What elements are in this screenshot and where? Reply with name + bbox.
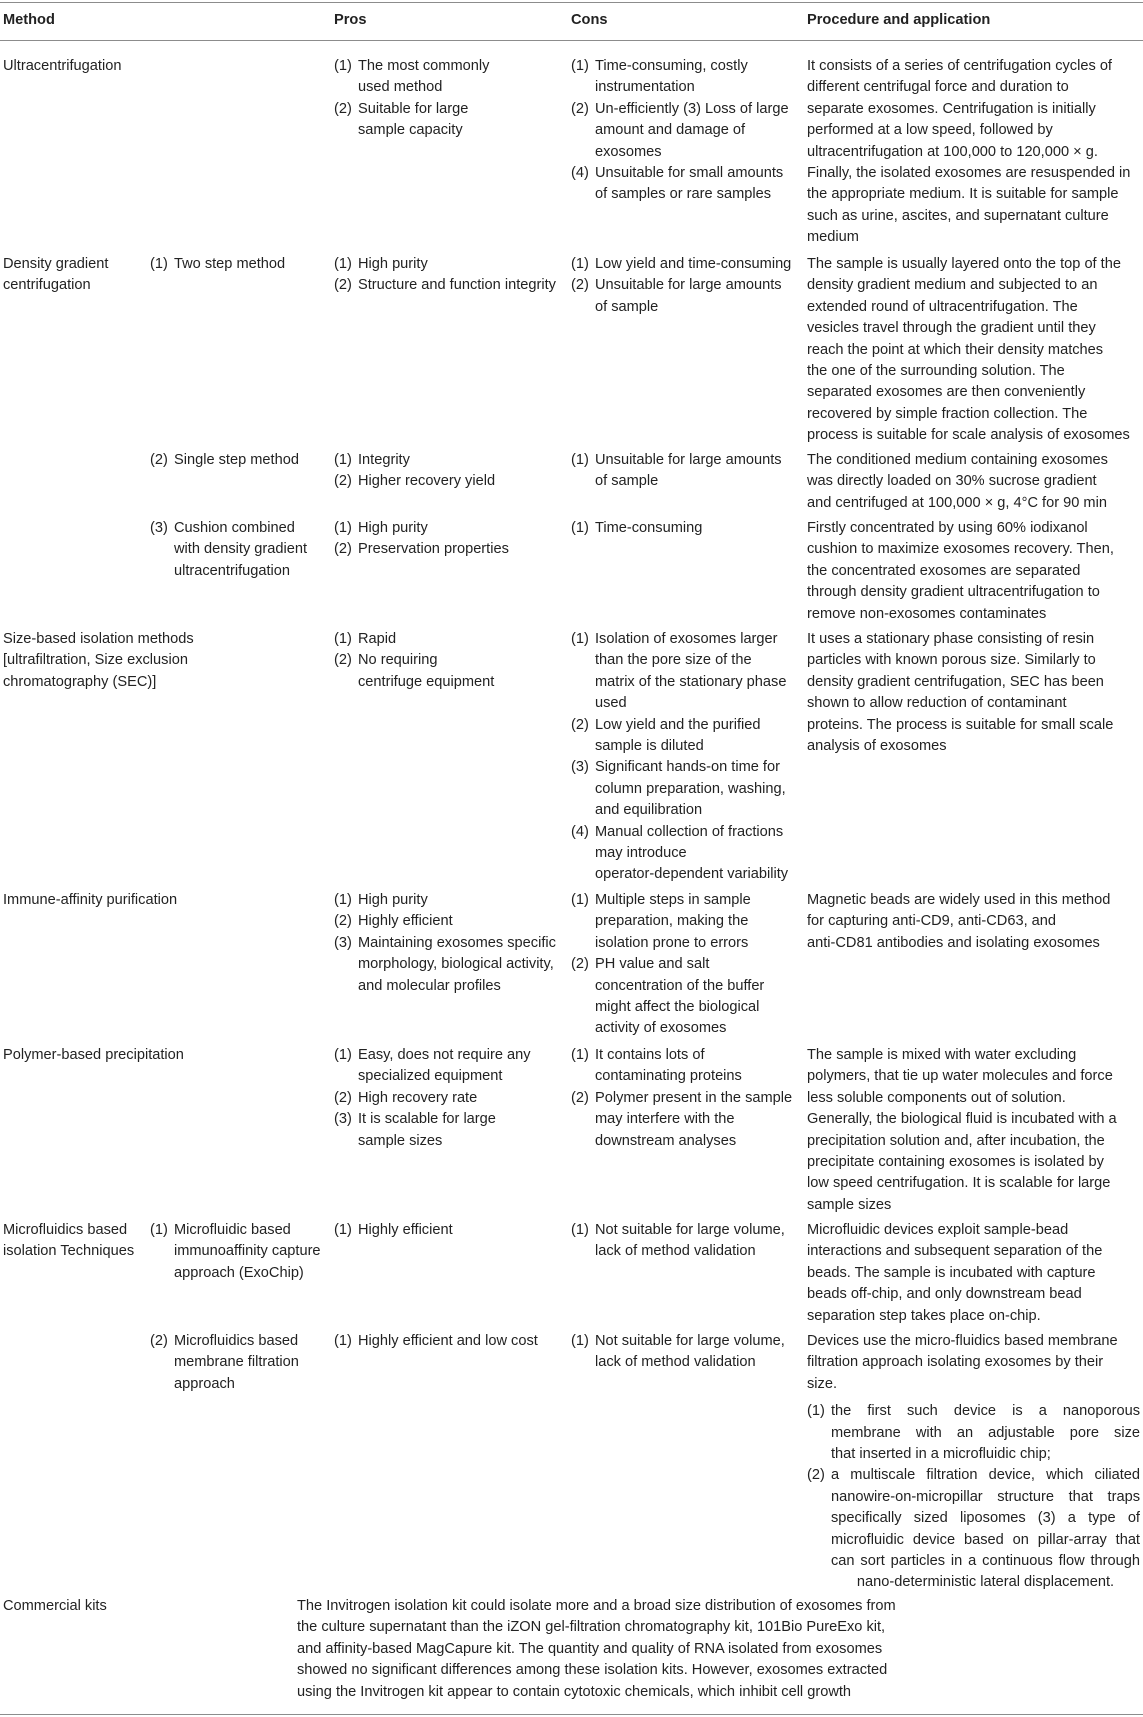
pros-item: (1) Integrity <box>334 452 410 468</box>
method-name: Immune-affinity purification <box>3 892 178 908</box>
procedure-text: Magnetic beads are widely used in this method for capturing anti-CD9, anti-CD63, and anti-CD81 antibodies and isolating exosomes <box>807 892 1111 951</box>
pros-item: (1) Rapid <box>334 631 397 647</box>
method-name: Microfluidics based isolation Techniques <box>3 1222 135 1260</box>
cons-list <box>571 629 788 886</box>
procedure-text: The conditioned medium containing exosomes was directly loaded on 30% sucrose gradient and centrifuged at 100,000 × g, 4°C for 90 min <box>807 452 1108 511</box>
procedure-text: Microfluidic devices exploit sample-bead interactions and subsequent separation of the beads. The sample is incubated with capture beads off-chip, and only downstream bead separation step takes place on-chip. <box>807 1222 1103 1324</box>
cons-list <box>571 890 764 1040</box>
pros-item: (2) Structure and function integrity <box>334 277 556 294</box>
cons-item: (1) Time-consuming <box>571 520 703 536</box>
cons-item: (2) Polymer present in the sample may interfere with the downstream analyses <box>571 1089 793 1149</box>
bottom-rule <box>0 1714 1143 1715</box>
method-name: Ultracentrifugation <box>3 58 122 74</box>
header-pros: Pros <box>334 12 367 28</box>
pros-item: (3) It is scalable for large sample sizes <box>334 1111 496 1149</box>
procedure-text: Firstly concentrated by using 60% iodixanol cushion to maximize exosomes recovery. Then, the concentrated exosomes are separated through density gradient ultracentrifugation to remove non-exosomes contaminates <box>807 520 1114 622</box>
cons-item: (4) Manual collection of fractions may introduce operator-dependent variability <box>571 823 789 883</box>
top-rule <box>0 2 1143 3</box>
pros-item: (2) High recovery rate <box>334 1089 478 1106</box>
pros-list <box>334 56 489 142</box>
pros-list <box>334 629 494 693</box>
cons-item: (2) Un-efficiently (3) Loss of large amount and damage of exosomes <box>571 100 789 160</box>
pros-item: (1) High purity <box>334 256 428 272</box>
pros-list <box>334 890 556 997</box>
procedure-text: The sample is usually layered onto the top of the density gradient medium and subjected to an extended round of ultracentrifugation. The vesicles travel through the gradient until they reach the point at which their density matches the one of the surrounding solution. The separated exosomes are then conveniently recovered by simple fraction collection. The process is suitable for scale analysis of exosomes <box>807 256 1130 444</box>
header-procedure: Procedure and application <box>807 12 991 28</box>
pros-item: (1) High purity <box>334 520 428 536</box>
cons-list <box>571 1331 785 1374</box>
header-method: Method <box>3 12 55 28</box>
pros-item: (2) Highly efficient <box>334 913 453 930</box>
cons-item: (2) Unsuitable for large amounts of sample <box>571 277 782 315</box>
cons-item: (4) Unsuitable for small amounts of samples or rare samples <box>571 165 784 203</box>
sub-method: (1) Microfluidic based immunoaffinity capture approach (ExoChip) <box>150 1222 321 1281</box>
cons-list <box>571 450 782 493</box>
cons-list <box>571 518 702 539</box>
pros-item: (1) Highly efficient <box>334 1222 453 1238</box>
pros-list <box>334 254 556 297</box>
cons-item: (2) PH value and salt concentration of the buffer might affect the biological activity of exosomes <box>571 956 765 1037</box>
sub-method: (3) Cushion combined with density gradient ultracentrifugation <box>150 520 308 579</box>
header-rule <box>0 40 1143 41</box>
procedure-item: (2) a multiscale filtration device, which ciliated nanowire-on-micropillar structure that traps specifically sized liposomes (3) a type of microfluidic device based on pillar-array that can sort particles in a continuous flow through nano-deterministic lateral displacement. <box>807 1467 1140 1591</box>
cons-item: (1) It contains lots of contaminating proteins <box>571 1047 742 1085</box>
cons-item: (1) Not suitable for large volume, lack of method validation <box>571 1222 785 1260</box>
cons-item: (1) Not suitable for large volume, lack of method validation <box>571 1333 785 1371</box>
pros-item: (1) Easy, does not require any specialized equipment <box>334 1047 531 1085</box>
pros-list <box>334 1220 453 1241</box>
pros-list <box>334 450 495 493</box>
pros-item: (3) Maintaining exosomes specific morphology, biological activity, and molecular profiles <box>334 934 556 994</box>
pros-item: (2) Preservation properties <box>334 541 509 558</box>
header-cons: Cons <box>571 12 608 28</box>
pros-item: (1) High purity <box>334 892 428 908</box>
procedure-text: It consists of a series of centrifugation cycles of different centrifugal force and duration to separate exosomes. Centrifugation is initially performed at a low speed, followed by ultracentrifugation at 100,000 to 120,000 × g. Finally, the isolated exosomes are resuspended in the appropriate medium. It is suitable for sample such as urine, ascites, and supernatant culture medium <box>807 58 1131 246</box>
sub-method: (2) Microfluidics based membrane filtration approach <box>150 1333 299 1392</box>
pros-item: (2) No requiring centrifuge equipment <box>334 652 495 690</box>
method-name: Density gradient centrifugation <box>3 256 109 294</box>
sub-method: (2) Single step method <box>150 452 299 468</box>
cons-item: (3) Significant hands-on time for column preparation, washing, and equilibration <box>571 759 786 819</box>
cons-item: (1) Isolation of exosomes larger than the pore size of the matrix of the stationary phase used <box>571 631 787 712</box>
pros-item: (1) The most commonly used method <box>334 58 490 96</box>
cons-item: (1) Time-consuming, costly instrumentation <box>571 58 748 96</box>
cons-list <box>571 56 789 206</box>
sub-method: (1) Two step method <box>150 256 286 272</box>
pros-item: (1) Highly efficient and low cost <box>334 1333 538 1349</box>
pros-list <box>334 518 509 561</box>
method-name: Size-based isolation methods [ultrafiltration, Size exclusion chromatography (SEC)] <box>3 631 194 690</box>
cons-item: (2) Low yield and the purified sample is diluted <box>571 716 761 755</box>
pros-item: (2) Suitable for large sample capacity <box>334 100 469 139</box>
pros-list <box>334 1045 531 1152</box>
commercial-kits-text: The Invitrogen isolation kit could isolate more and a broad size distribution of exosomes from the culture supernatant than the iZON gel-filtration chromatography kit, 101Bio PureExo kit, and affinity-based MagCapure kit. The quantity and quality of RNA isolated from exosomes showed no significant differences among these isolation kits. However, exosomes extracted using the Invitrogen kit appear to contain cytotoxic chemicals, which inhibit cell growth <box>297 1598 896 1700</box>
cons-list <box>571 254 791 318</box>
procedure-text: The sample is mixed with water excluding polymers, that tie up water molecules and force less soluble components out of solution. Generally, the biological fluid is incubated with a precipitation solution and, after incubation, the precipitate containing exosomes is isolated by low speed centrifugation. It is scalable for large sample sizes <box>807 1047 1117 1213</box>
cons-item: (1) Low yield and time-consuming <box>571 256 792 272</box>
procedure-text: Devices use the micro-fluidics based membrane filtration approach isolating exosomes by their size. (1) the first such device is a nanoporous membrane with an adjustable pore size that inserted in a microfluidic chip; (2) a multiscale filtration device, which ciliated nanowire-on-micropillar structure that traps specifically sized liposomes (3) a type of microfluidic device based on pillar-array that can sort particles in a continuous flow through nano-deterministic lateral displacement. <box>807 1331 1140 1594</box>
pros-list <box>334 1331 538 1352</box>
cons-item: (1) Multiple steps in sample preparation, making the isolation prone to errors <box>571 892 751 951</box>
procedure-text: It uses a stationary phase consisting of resin particles with known porous size. Similarly to density gradient centrifugation, SEC has been shown to allow reduction of contaminant proteins. The process is suitable for small scale analysis of exosomes <box>807 631 1114 755</box>
method-name: Commercial kits <box>3 1598 107 1614</box>
cons-list <box>571 1220 785 1263</box>
procedure-item: (1) the first such device is a nanoporous membrane with an adjustable pore size that inserted in a microfluidic chip; <box>807 1403 1140 1463</box>
pros-item: (2) Higher recovery yield <box>334 473 496 490</box>
cons-list <box>571 1045 792 1152</box>
method-name: Polymer-based precipitation <box>3 1047 184 1063</box>
cons-item: (1) Unsuitable for large amounts of sample <box>571 452 782 490</box>
